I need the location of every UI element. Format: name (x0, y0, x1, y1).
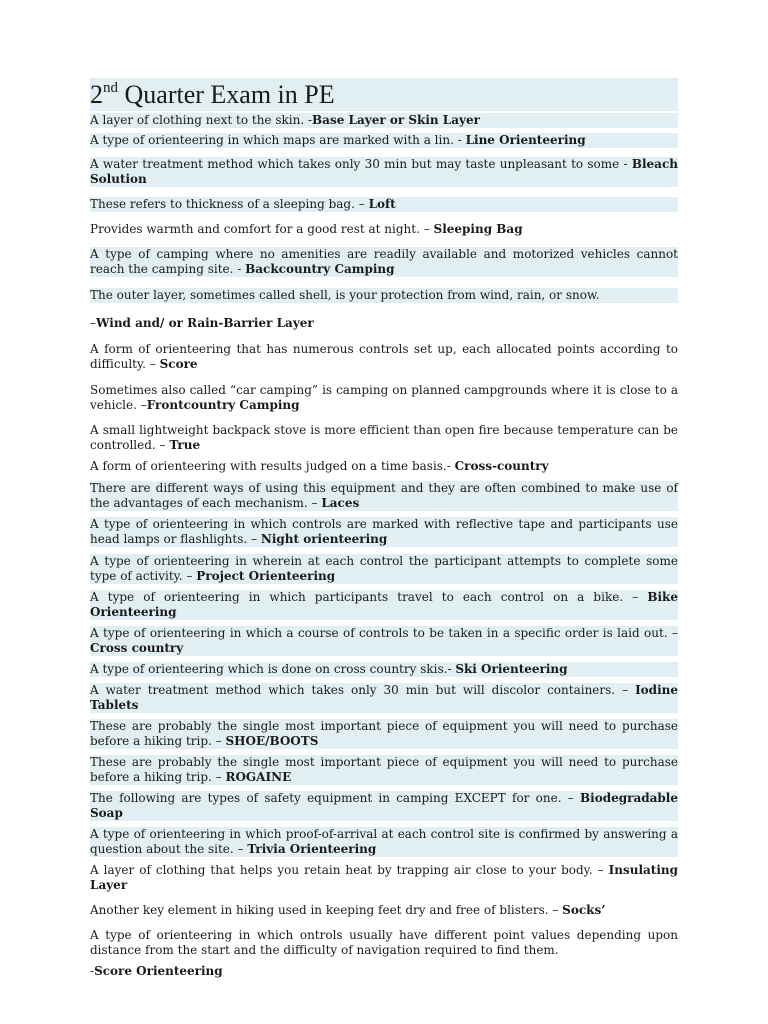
question-item: A water treatment method which takes only 30 min but may taste unpleasant to some - Bleach Solution (90, 157, 678, 186)
question-item: A type of camping where no amenities are readily available and motorized vehicles cannot reach the camping site. - Backcountry Camping (90, 247, 678, 276)
question-item: A type of orienteering in which ontrols usually have different point values depending upon distance from the start and the difficulty of navigation required to find them. (90, 928, 678, 957)
question-item: These are probably the single most important piece of equipment you will need to purchase before a hiking trip. – ROGAINE (90, 755, 678, 784)
title-superscript: nd (103, 80, 118, 96)
question-item: The following are types of safety equipment in camping EXCEPT for one. – Biodegradable Soap (90, 791, 678, 820)
question-item: A layer of clothing that helps you retain heat by trapping air close to your body. – Insulating Layer (90, 863, 678, 892)
question-item: A type of orienteering in which proof-of-arrival at each control site is confirmed by answering a question about the site. – Trivia Orienteering (90, 827, 678, 856)
question-item: A type of orienteering in wherein at each control the participant attempts to complete some type of activity. – Project Orienteering (90, 554, 678, 583)
title-text: Quarter Exam in PE (118, 80, 335, 109)
question-item: A small lightweight backpack stove is more efficient than open fire because temperature can be controlled. – True (90, 423, 678, 452)
question-item: A type of orienteering which is done on cross country skis.- Ski Orienteering (90, 662, 678, 677)
question-item: Provides warmth and comfort for a good rest at night. – Sleeping Bag (90, 222, 523, 236)
question-item: A type of orienteering in which participants travel to each control on a bike. – Bike Orienteering (90, 590, 678, 619)
title-number: 2 (90, 80, 103, 109)
page-title (90, 78, 678, 111)
question-item: The outer layer, sometimes called shell, is your protection from wind, rain, or snow. (90, 288, 678, 303)
question-item: A type of orienteering in which a course of controls to be taken in a specific order is laid out. – Cross country (90, 626, 678, 655)
question-item: A water treatment method which takes only 30 min but will discolor containers. – Iodine Tablets (90, 683, 678, 712)
question-item: A type of orienteering in which maps are marked with a lin. - Line Orienteering (90, 133, 678, 148)
question-item: These are probably the single most important piece of equipment you will need to purchase before a hiking trip. – SHOE/BOOTS (90, 719, 678, 748)
question-item: A form of orienteering that has numerous controls set up, each allocated points according to difficulty. – Score (90, 342, 678, 371)
question-item: There are different ways of using this equipment and they are often combined to make use of the advantages of each mechanism. – Laces (90, 481, 678, 510)
question-item: A layer of clothing next to the skin. -Base Layer or Skin Layer (90, 113, 678, 128)
question-item: Sometimes also called “car camping” is camping on planned campgrounds where it is close to a vehicle. –Frontcountry Camping (90, 383, 678, 412)
question-item: –Wind and/ or Rain-Barrier Layer (90, 316, 314, 330)
question-item: A form of orienteering with results judged on a time basis.- Cross-country (90, 459, 549, 473)
question-item: These refers to thickness of a sleeping bag. – Loft (90, 197, 678, 212)
question-item: Another key element in hiking used in keeping feet dry and free of blisters. – Socks’ (90, 903, 606, 917)
question-item: A type of orienteering in which controls are marked with reflective tape and participants use head lamps or flashlights. – Night orienteering (90, 517, 678, 546)
question-item: -Score Orienteering (90, 964, 223, 978)
